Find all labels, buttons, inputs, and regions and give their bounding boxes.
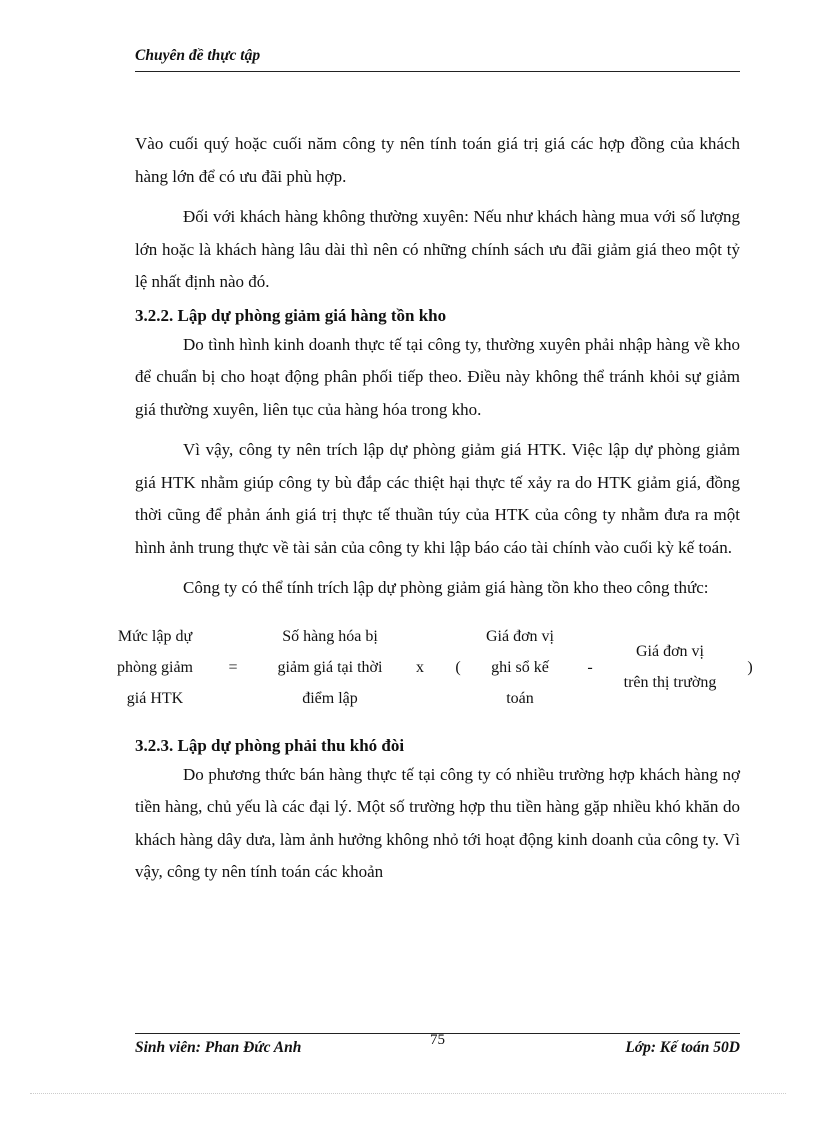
- section-heading: 3.2.2. Lập dự phòng giảm giá hàng tồn kho: [135, 305, 447, 325]
- page-number: 75: [430, 1032, 445, 1048]
- formula-equals: =: [228, 658, 238, 676]
- section-heading: 3.2.3. Lập dự phòng phải thu khó đòi: [135, 735, 405, 755]
- header-title: Chuyên đề thực tập: [135, 47, 261, 64]
- paragraph: Vì vậy, công ty nên trích lập dự phòng giảm giá HTK. Việc lập dự phòng giảm giá HTK nhằm giúp công ty bù đắp các thiệt hại thực tế xảy ra do HTK giảm giá, đồng thời cũng để phản ánh giá trị thực tế thuần túy của HTK của công ty nhằm đưa ra một hình ảnh trung thực về tài sản của công ty khi lập báo cáo tài chính vào cuối kỳ kế toán.: [135, 440, 740, 557]
- formula-term-quantity: Số hàng hóa bị giảm giá tại thời điểm lập: [277, 627, 383, 707]
- formula-term-market-price: Giá đơn vị trên thị trường: [623, 642, 717, 691]
- footer-student: Sinh viên: Phan Đức Anh: [135, 1039, 302, 1056]
- paragraph: Do tình hình kinh doanh thực tế tại công ty, thường xuyên phải nhập hàng về kho để chuẩn bị cho hoạt động phân phối tiếp theo. Điều này không thể tránh khỏi sự giảm giá thường xuyên, liên tục của hàng hóa trong kho.: [135, 334, 740, 419]
- page-content: [117, 128, 753, 889]
- paragraph: Công ty có thể tính trích lập dự phòng giảm giá hàng tồn kho theo công thức:: [183, 578, 709, 597]
- formula-term-provision: Mức lập dự phòng giảm giá HTK: [117, 627, 193, 707]
- page-header: [135, 47, 740, 72]
- formula-term-book-price: Giá đơn vị ghi sổ kế toán: [485, 627, 554, 707]
- paragraph: Đối với khách hàng không thường xuyên: Nếu như khách hàng mua với số lượng lớn hoặc là khách hàng lâu dài thì nên có những chính sách ưu đãi giảm giá theo một tỷ lệ nhất định nào đó.: [135, 207, 740, 291]
- paragraph: Vào cuối quý hoặc cuối năm công ty nên tính toán giá trị giá các hợp đồng của khách hàng lớn để có ưu đãi phù hợp.: [135, 134, 740, 186]
- formula-minus: -: [587, 658, 593, 676]
- formula-times: x: [416, 658, 424, 676]
- formula-close-paren: ): [747, 658, 753, 676]
- paragraph: Do phương thức bán hàng thực tế tại công ty có nhiều trường hợp khách hàng nợ tiền hàng, chủ yếu là các đại lý. Một số trường hợp thu tiền hàng gặp nhiều khó khăn do khách hàng dây dưa, làm ảnh hưởng không nhỏ tới hoạt động kinh doanh của công ty. Vì vậy, công ty nên tính toán các khoản: [135, 764, 740, 881]
- formula-open-paren: (: [455, 658, 461, 676]
- page-bottom-divider: [30, 1093, 786, 1094]
- footer-class: Lớp: Kế toán 50D: [625, 1039, 740, 1056]
- page-footer: [135, 1033, 740, 1062]
- formula: [105, 621, 765, 727]
